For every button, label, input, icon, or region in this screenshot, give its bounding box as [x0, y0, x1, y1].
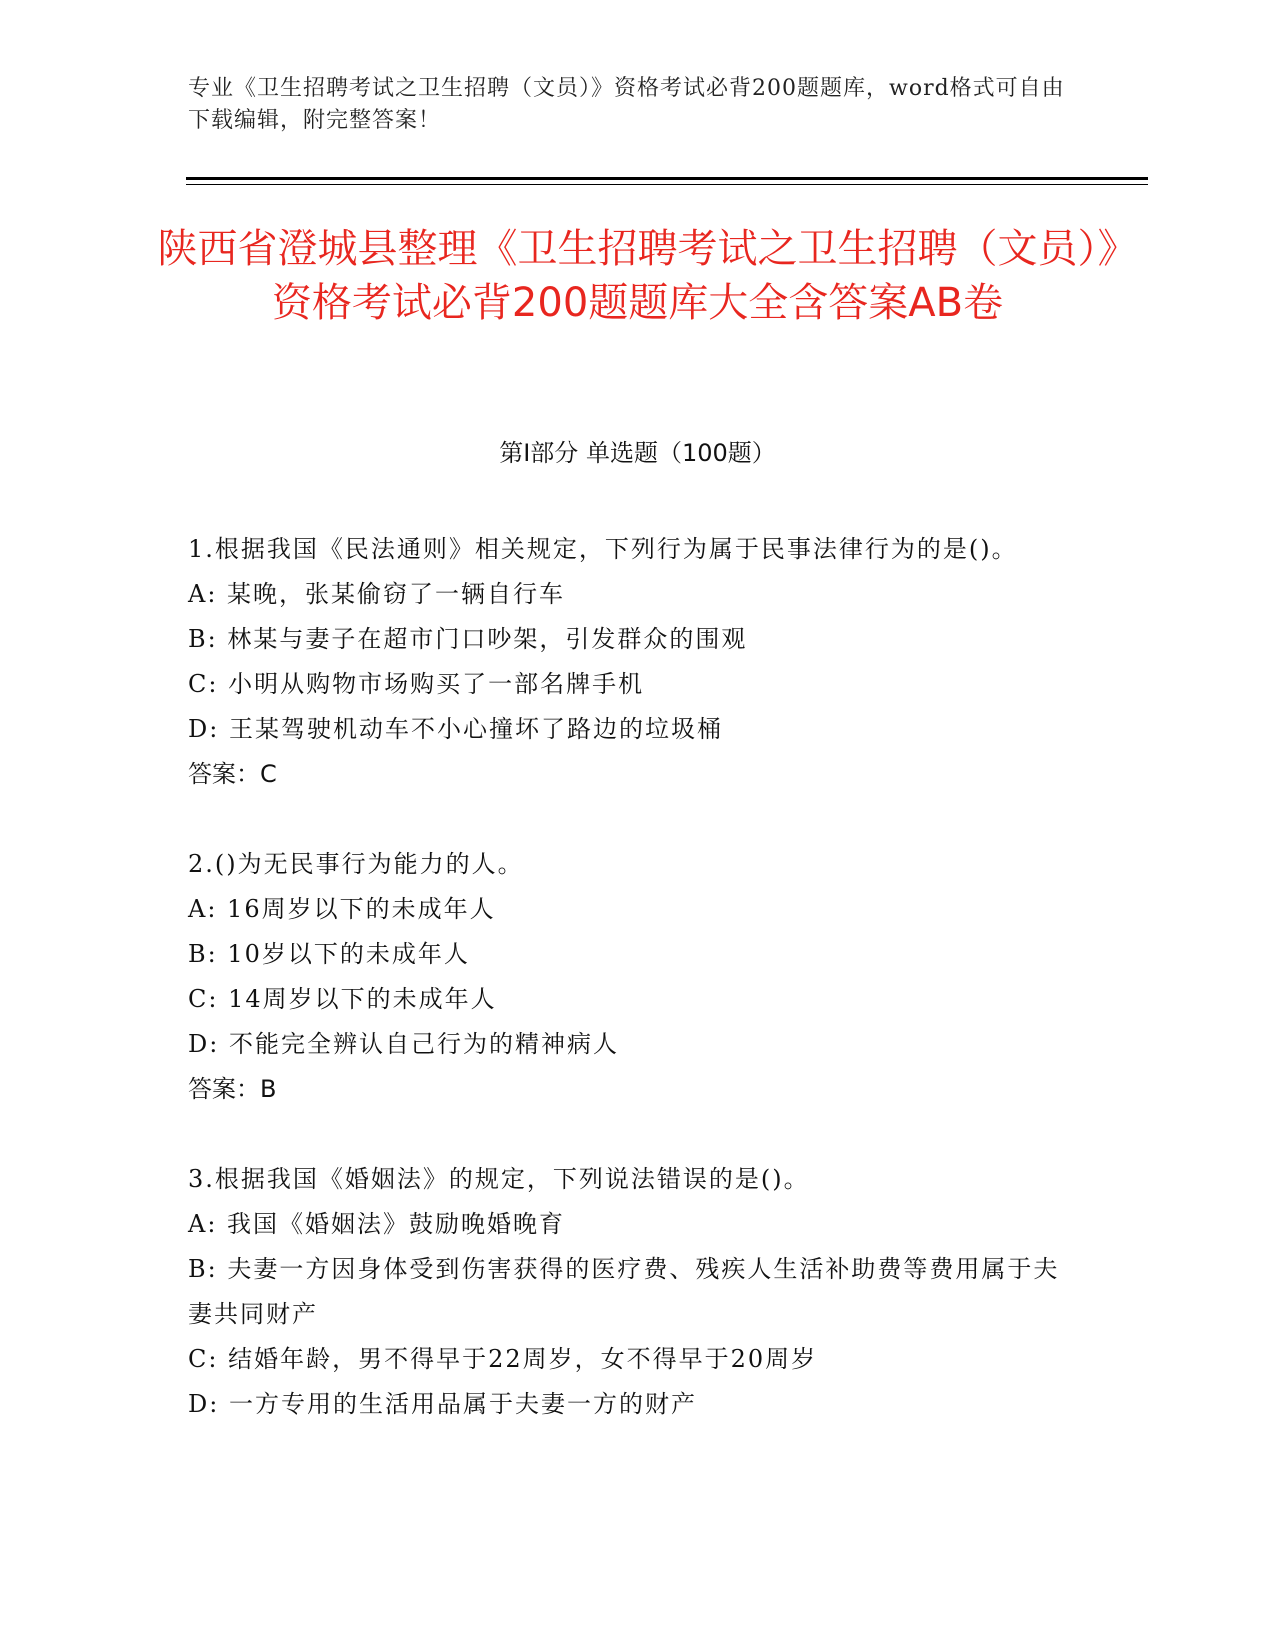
question-list [188, 527, 1068, 1472]
option-c: C: 14周岁以下的未成年人 [188, 985, 497, 1013]
option-b: B: 夫妻一方因身体受到伤害获得的医疗费、残疾人生活补助费等费用属于夫妻共同财产 [188, 1255, 1060, 1328]
answer: 答案：C [188, 760, 277, 788]
document-title: 陕西省澄城县整理《卫生招聘考试之卫生招聘（文员）》资格考试必背200题题库大全含答案AB卷 [157, 226, 1118, 326]
option-d: D: 王某驾驶机动车不小心撞坏了路边的垃圾桶 [188, 715, 723, 743]
option-a: A: 16周岁以下的未成年人 [188, 895, 496, 923]
section-heading: 第I部分 单选题（100题） [499, 439, 776, 467]
question-stem: 1.根据我国《民法通则》相关规定，下列行为属于民事法律行为的是()。 [188, 535, 1018, 563]
question-stem: 2.()为无民事行为能力的人。 [188, 850, 524, 878]
option-d: D: 不能完全辨认自己行为的精神病人 [188, 1030, 619, 1058]
option-a: A: 我国《婚姻法》鼓励晚婚晚育 [188, 1210, 566, 1238]
question-3 [188, 1157, 1068, 1427]
option-c: C: 结婚年龄，男不得早于22周岁，女不得早于20周岁 [188, 1345, 818, 1373]
header-rule-thick [186, 177, 1148, 180]
option-b: B: 林某与妻子在超市门口吵架，引发群众的围观 [188, 625, 748, 653]
question-stem: 3.根据我国《婚姻法》的规定，下列说法错误的是()。 [188, 1165, 810, 1193]
answer: 答案：B [188, 1075, 277, 1103]
option-a: A: 某晚，张某偷窃了一辆自行车 [188, 580, 566, 608]
option-c: C: 小明从购物市场购买了一部名牌手机 [188, 670, 645, 698]
question-1 [188, 527, 1068, 797]
question-2 [188, 842, 1068, 1112]
header-note: 专业《卫生招聘考试之卫生招聘（文员）》资格考试必背200题题库，word格式可自由下载编辑，附完整答案！ [188, 76, 1065, 133]
option-d: D: 一方专用的生活用品属于夫妻一方的财产 [188, 1390, 697, 1418]
header-rule-thin [186, 184, 1148, 185]
option-b: B: 10岁以下的未成年人 [188, 940, 470, 968]
